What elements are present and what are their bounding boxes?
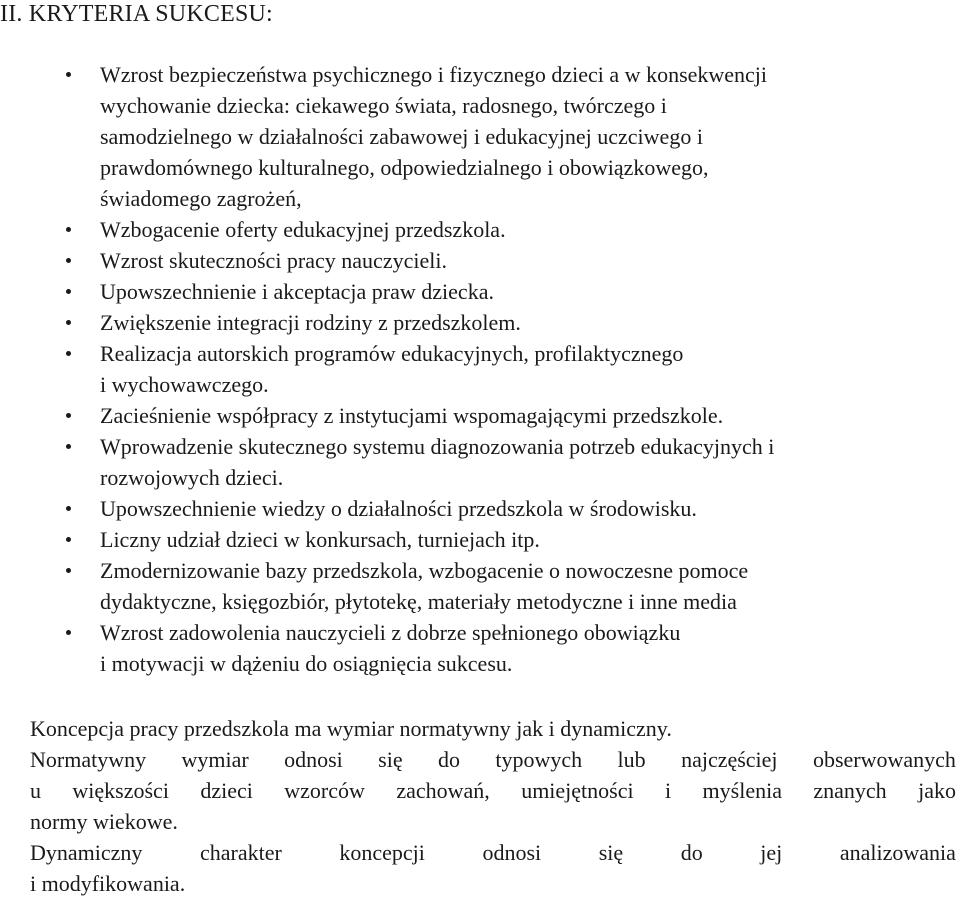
word: odnosi <box>482 840 542 865</box>
bullet-icon <box>66 72 71 77</box>
paragraph-text <box>30 744 956 775</box>
paragraph-text: normy wiekowe. <box>30 809 178 834</box>
paragraph-text <box>30 775 956 806</box>
list-item <box>66 245 946 276</box>
list-item <box>66 214 946 245</box>
list-item <box>66 276 946 307</box>
bullet-icon <box>66 351 71 356</box>
list-item <box>66 617 946 679</box>
word: myślenia <box>702 778 782 803</box>
word: znanych <box>813 778 887 803</box>
list-item-text: rozwojowych dzieci. <box>100 465 284 490</box>
bullet-icon <box>66 568 71 573</box>
list-item-text: Upowszechnienie wiedzy o działalności przedszkola w środowisku. <box>100 496 697 521</box>
paragraph-text: i modyfikowania. <box>30 871 186 896</box>
list-item <box>66 338 946 400</box>
word: odnosi <box>284 747 343 772</box>
list-item <box>66 59 946 214</box>
paragraph-text: Koncepcja pracy przedszkola ma wymiar normatywny jak i dynamiczny. <box>30 716 672 741</box>
bullet-icon <box>66 258 71 263</box>
bullet-icon <box>66 289 71 294</box>
list-item-text: samodzielnego w działalności zabawowej i edukacyjnej uczciwego i <box>100 124 703 149</box>
list-item <box>66 400 946 431</box>
section-heading: II. KRYTERIA SUKCESU: <box>0 1 273 27</box>
list-item-text: Zmodernizowanie bazy przedszkola, wzbogacenie o nowoczesne pomoce <box>100 558 749 583</box>
bullet-icon <box>66 630 71 635</box>
list-item-text: dydaktyczne, księgozbiór, płytotekę, materiały metodyczne i inne media <box>100 589 737 614</box>
bullet-icon <box>66 413 71 418</box>
word: umiejętności <box>521 778 634 803</box>
bullet-icon <box>66 537 71 542</box>
list-item-text: Upowszechnienie i akceptacja praw dziecka. <box>100 279 494 304</box>
list-item-text: wychowanie dziecka: ciekawego świata, radosnego, twórczego i <box>100 93 667 118</box>
word: się <box>378 747 403 772</box>
list-item-text: Wzbogacenie oferty edukacyjnej przedszkola. <box>100 217 506 242</box>
word: Normatywny <box>30 747 147 772</box>
word: Dynamiczny <box>30 840 143 865</box>
word: analizowania <box>839 840 956 865</box>
word: się <box>598 840 624 865</box>
bullet-icon <box>66 227 71 232</box>
list-item-text: i motywacji w dążeniu do osiągnięcia sukcesu. <box>100 651 513 676</box>
word: i <box>665 778 672 803</box>
word: wymiar <box>181 747 249 772</box>
word: jako <box>918 778 956 803</box>
bullet-icon <box>66 320 71 325</box>
list-item <box>66 431 946 493</box>
word: do <box>438 747 460 772</box>
list-item-text: Wzrost bezpieczeństwa psychicznego i fizycznego dzieci a w konsekwencji <box>100 62 768 87</box>
list-item-text: Liczny udział dzieci w konkursach, turniejach itp. <box>100 527 540 552</box>
word: najczęściej <box>681 747 778 772</box>
word: dzieci <box>200 778 253 803</box>
list-item-text: Wzrost zadowolenia nauczycieli z dobrze spełnionego obowiązku <box>100 620 681 645</box>
list-item-text: Wzrost skuteczności pracy nauczycieli. <box>100 248 447 273</box>
list-item-text: Zwiększenie integracji rodziny z przedszkolem. <box>100 310 521 335</box>
list-item <box>66 555 946 617</box>
list-item <box>66 524 946 555</box>
word: zachowań, <box>396 778 490 803</box>
list-item-text: Wprowadzenie skutecznego systemu diagnozowania potrzeb edukacyjnych i <box>100 434 775 459</box>
word: charakter <box>199 840 282 865</box>
list-item-text: Zacieśnienie współpracy z instytucjami wspomagającymi przedszkole. <box>100 403 724 428</box>
list-item <box>66 307 946 338</box>
list-item <box>66 493 946 524</box>
list-item-text: i wychowawczego. <box>100 372 269 397</box>
paragraph-text <box>30 837 956 868</box>
list-item-text: świadomego zagrożeń, <box>100 186 302 211</box>
word: jej <box>760 840 783 865</box>
word: typowych <box>495 747 583 772</box>
word: u <box>30 778 41 803</box>
word: lub <box>617 747 646 772</box>
bullet-icon <box>66 506 71 511</box>
word: wzorców <box>284 778 365 803</box>
list-item-text: Realizacja autorskich programów edukacyjnych, profilaktycznego <box>100 341 684 366</box>
word: do <box>680 840 703 865</box>
word: obserwowanych <box>812 747 956 772</box>
word: koncepcji <box>339 840 425 865</box>
success-criteria-list <box>66 59 946 679</box>
concept-paragraphs <box>30 713 956 899</box>
word: większości <box>72 778 169 803</box>
list-item-text: prawdomównego kulturalnego, odpowiedzialnego i obowiązkowego, <box>100 155 709 180</box>
bullet-icon <box>66 444 71 449</box>
